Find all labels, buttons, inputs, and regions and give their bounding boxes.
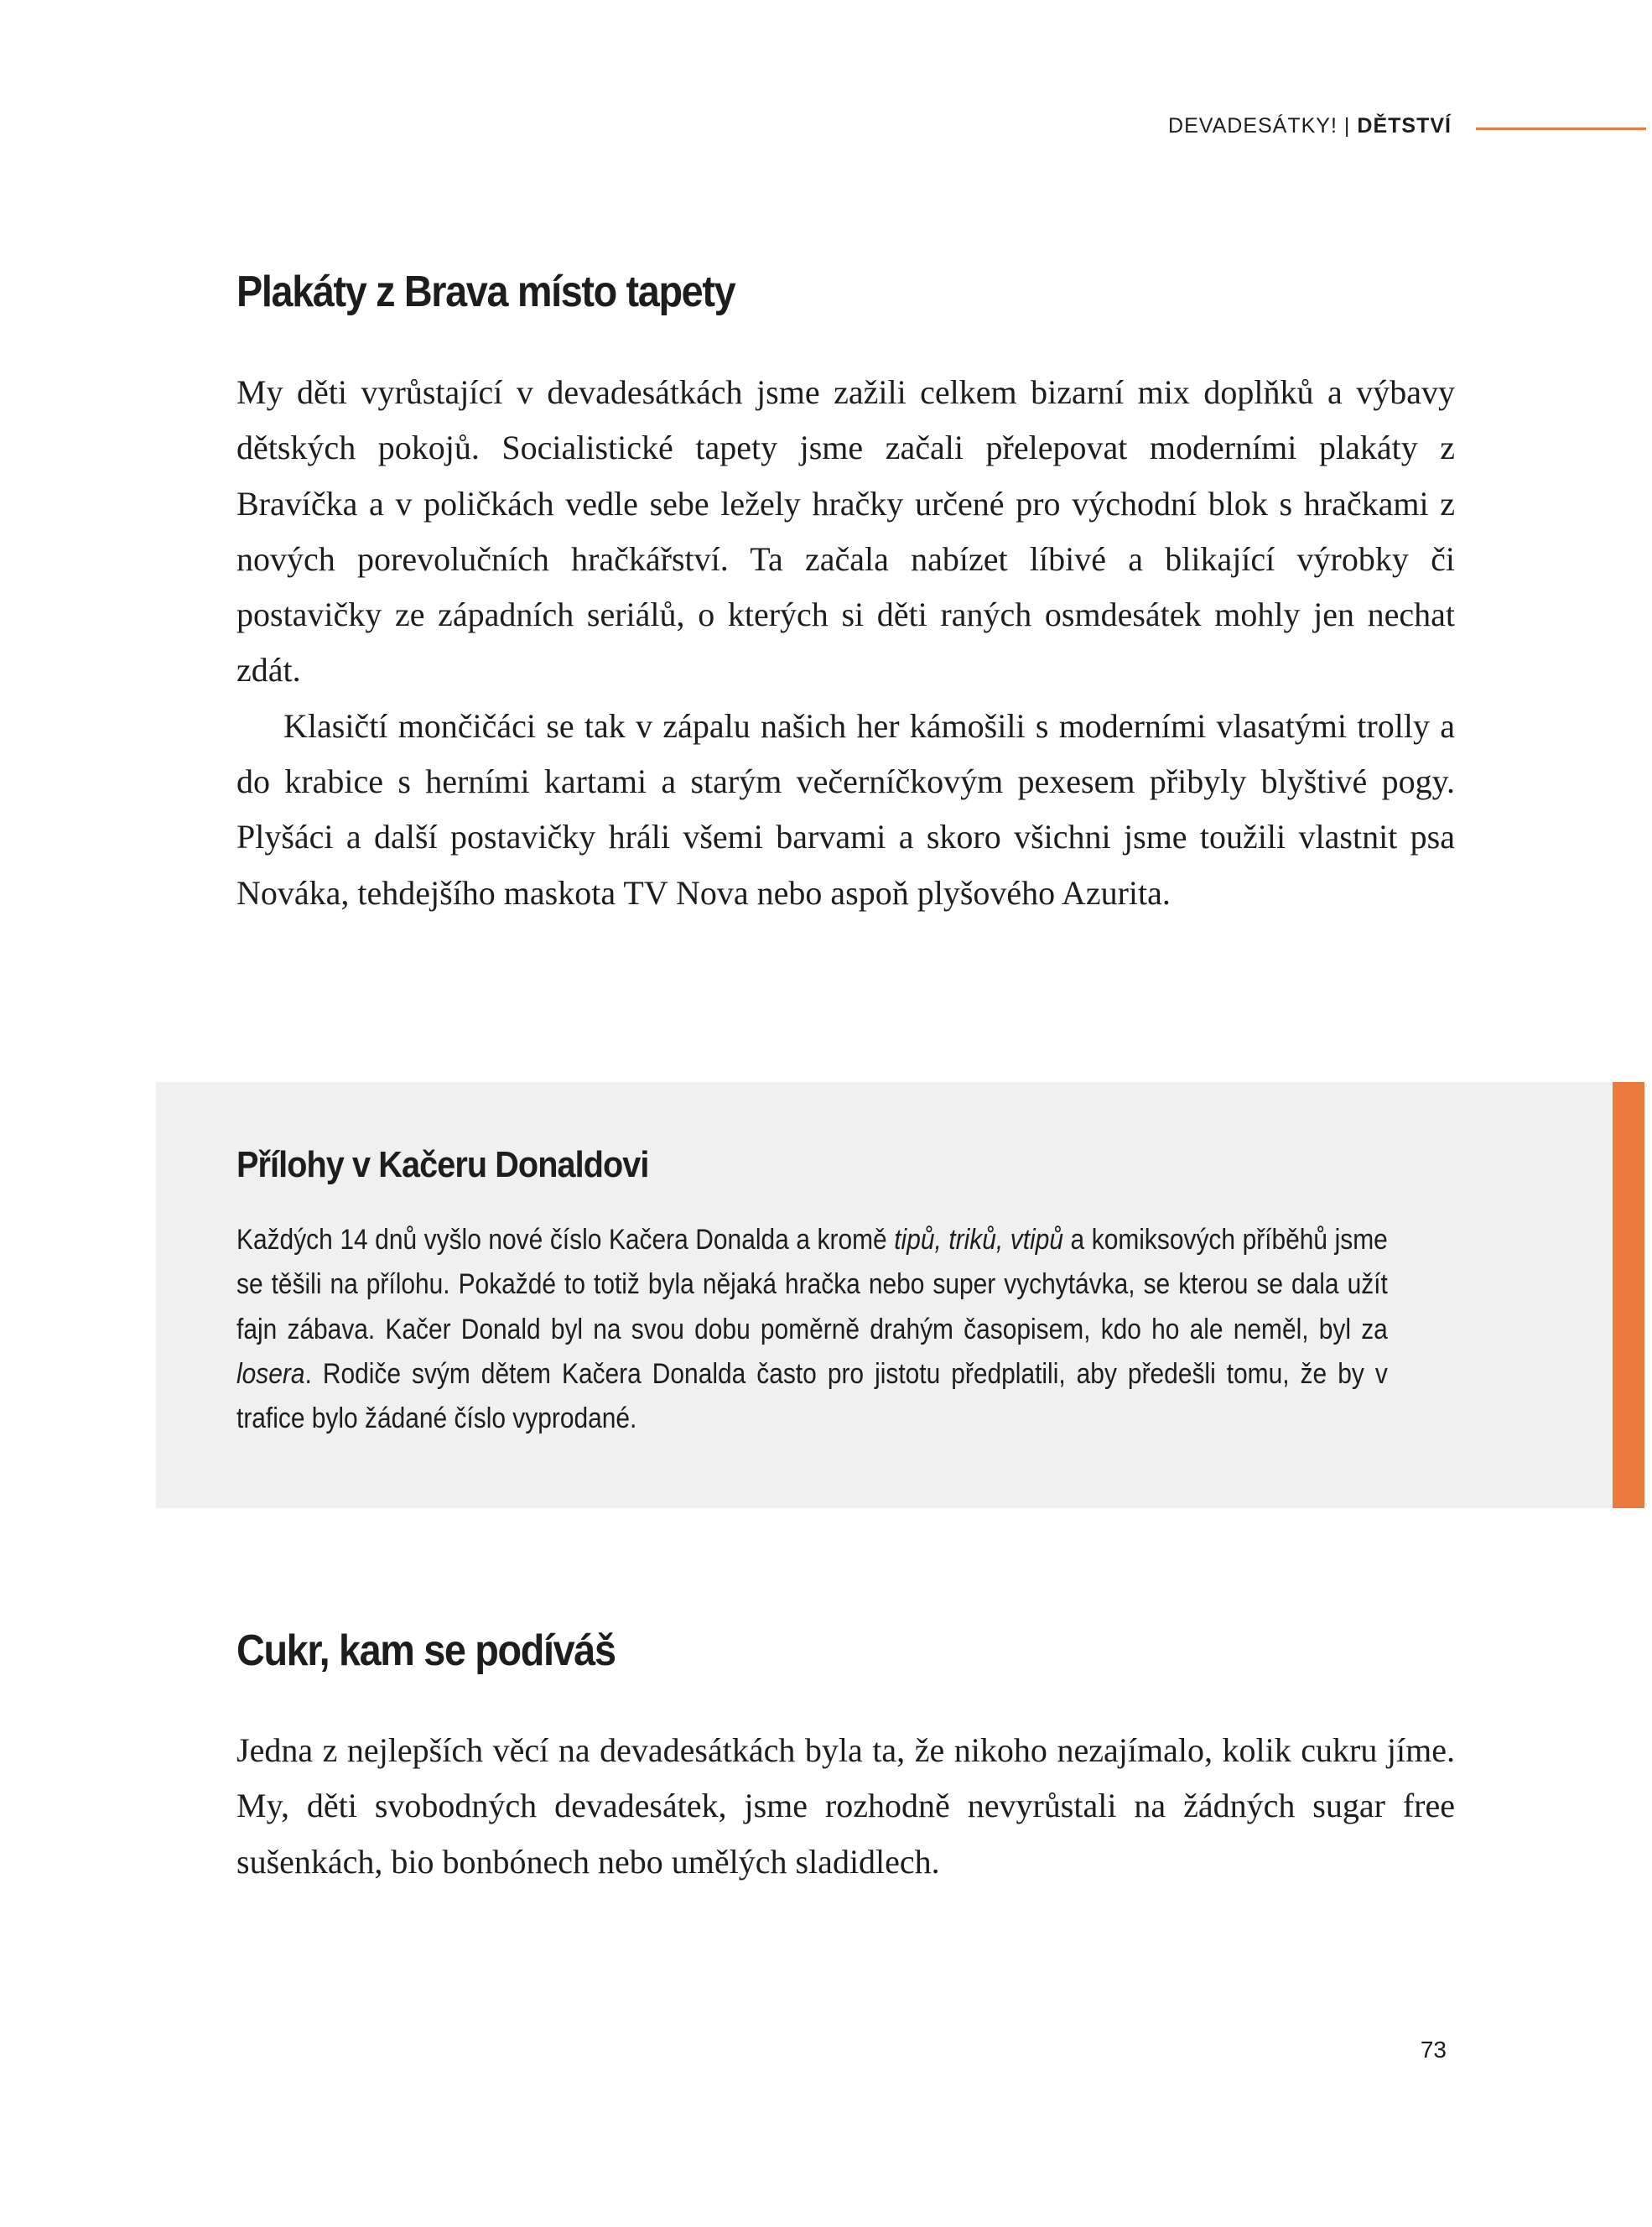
sidebar-text-part: . Rodiče svým dětem Kačera Donalda často pro jistotu předplatili, aby předešli tomu, že by v trafice bylo žádané číslo vyprodané. — [236, 1357, 1388, 1435]
page-number: 73 — [1420, 2037, 1447, 2063]
section-title: Plakáty z Brava místo tapety — [236, 268, 735, 316]
sidebar-text-part: Každých 14 dnů vyšlo nové číslo Kačera Donalda a kromě — [236, 1224, 895, 1256]
header-accent-rule — [1476, 127, 1646, 130]
sidebar-title: Přílohy v Kačeru Donaldovi — [236, 1144, 649, 1185]
sidebar-italic-word: losera — [236, 1357, 305, 1390]
section-title: Cukr, kam se podíváš — [236, 1626, 616, 1675]
section-body — [236, 1723, 1455, 1890]
section-body — [236, 365, 1455, 921]
book-title: DEVADESÁTKY! — [1168, 114, 1338, 138]
chapter-name: DĚTSTVÍ — [1357, 114, 1452, 138]
running-header — [1168, 114, 1452, 138]
sidebar-accent-bar — [1613, 1082, 1644, 1508]
paragraph: My děti vyrůstající v devadesátkách jsme zažili celkem bizarní mix doplňků a výbavy dětských pokojů. Socialistické tapety jsme začali přelepovat moderními plakáty z Bravíčka a v poličkách vedle sebe ležely hračky určené pro východní blok s hračkami z nových porevolučních hračkářství. Ta začala nabízet líbivé a blikající výrobky či postavičky ze západních seriálů, o kterých si děti raných osmdesátek mohly jen nechat zdát. — [236, 373, 1455, 689]
sidebar-text-part: a komiksových příběhů jsme se těšili na přílohu. Pokaždé to totiž byla nějaká hračka nebo super vychytávka, se kterou se dala užít fajn zábava. Kačer Donald byl na svou dobu poměrně drahým časopisem, kdo ho ale neměl, byl za — [236, 1224, 1388, 1345]
paragraph: Klasičtí mončičáci se tak v zápalu našich her kámošili s moderními vlasatými trolly a do krabice s herními kartami a starým večerníčkovým pexesem přibyly blyštivé pogy. Plyšáci a další postavičky hráli všemi barvami a skoro všichni jsme toužili vlastnit psa Nováka, tehdejšího maskota TV Nova nebo aspoň plyšového Azurita. — [236, 706, 1455, 912]
paragraph: Jedna z nejlepších věcí na devadesátkách byla ta, že nikoho nezajímalo, kolik cukru jíme. My, děti svobodných devadesátek, jsme rozhodně nevyrůstali na žádných sugar free sušenkách, bio bonbónech nebo umělých sladidlech. — [236, 1731, 1455, 1881]
sidebar-italic-phrase: tipů, triků, vtipů — [894, 1224, 1063, 1256]
sidebar-text — [236, 1218, 1388, 1441]
header-separator: | — [1343, 114, 1351, 138]
